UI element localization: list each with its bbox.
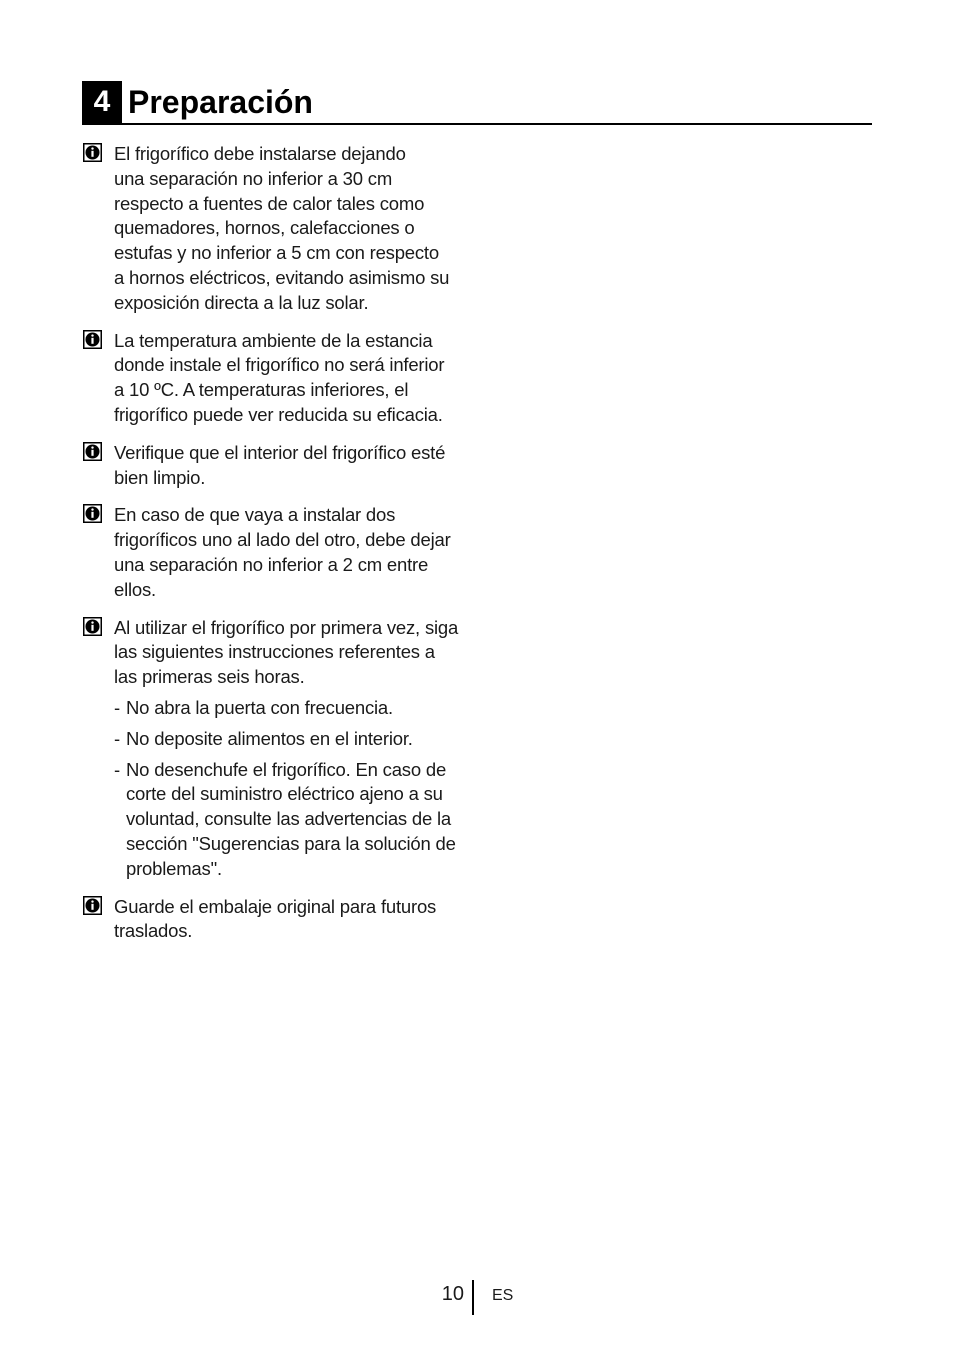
note-text: En caso de que vaya a instalar dos frigoríficos uno al lado del otro, debe dejar una separación no inferior a 2 cm entre ellos.: [114, 504, 451, 600]
page-number: 10: [441, 1283, 464, 1305]
info-icon: [83, 143, 102, 162]
note-text: Guarde el embalaje original para futuros traslados.: [114, 895, 437, 942]
sub-item-text: No deposite alimentos en el interior.: [126, 727, 413, 749]
dash-bullet: -: [114, 727, 120, 749]
sub-item-text: No abra la puerta con frecuencia.: [126, 696, 393, 718]
note-item: [82, 503, 482, 602]
info-icon: [83, 442, 102, 461]
sub-list-item: [114, 727, 482, 752]
note-text: Al utilizar el frigorífico por primera vez, siga las siguientes instrucciones referentes a las primeras seis horas.: [114, 616, 459, 688]
section-number: 4: [82, 81, 122, 123]
info-icon: [83, 330, 102, 349]
sub-item-text: No desenchufe el frigorífico. En caso de corte del suministro eléctrico ajeno a su voluntad, consulte las advertencias de la sección "Sugerencias para la solución de problemas".: [126, 758, 456, 879]
section-title: Preparación: [128, 84, 313, 120]
section-header: [82, 81, 872, 125]
page-footer: [0, 1280, 954, 1320]
info-icon: [83, 504, 102, 523]
footer-divider: [472, 1280, 474, 1315]
sub-list: [114, 696, 482, 882]
note-text: El frigorífico debe instalarse dejando una separación no inferior a 30 cm respecto a fuentes de calor tales como quemadores, hornos, calefacciones o estufas y no inferior a 5 cm con respecto a hornos eléctricos, evitando asimismo su exposición directa a la luz solar.: [114, 143, 450, 313]
notes-list: [82, 142, 482, 957]
note-item: [82, 142, 482, 316]
note-text: La temperatura ambiente de la estancia donde instale el frigorífico no será inferior a 10 ºC. A temperaturas inferiores, el frigorífico puede ver reducida su eficacia.: [114, 329, 445, 425]
dash-bullet: -: [114, 696, 120, 718]
note-item: [82, 329, 482, 428]
language-code: ES: [492, 1287, 514, 1304]
info-icon: [83, 617, 102, 636]
note-item: [82, 616, 482, 882]
note-item: [82, 441, 482, 491]
sub-list-item: [114, 758, 482, 882]
info-icon: [83, 896, 102, 915]
dash-bullet: -: [114, 758, 120, 780]
note-text: Verifique que el interior del frigorífico esté bien limpio.: [114, 441, 446, 488]
note-item: [82, 895, 482, 945]
sub-list-item: [114, 696, 482, 721]
